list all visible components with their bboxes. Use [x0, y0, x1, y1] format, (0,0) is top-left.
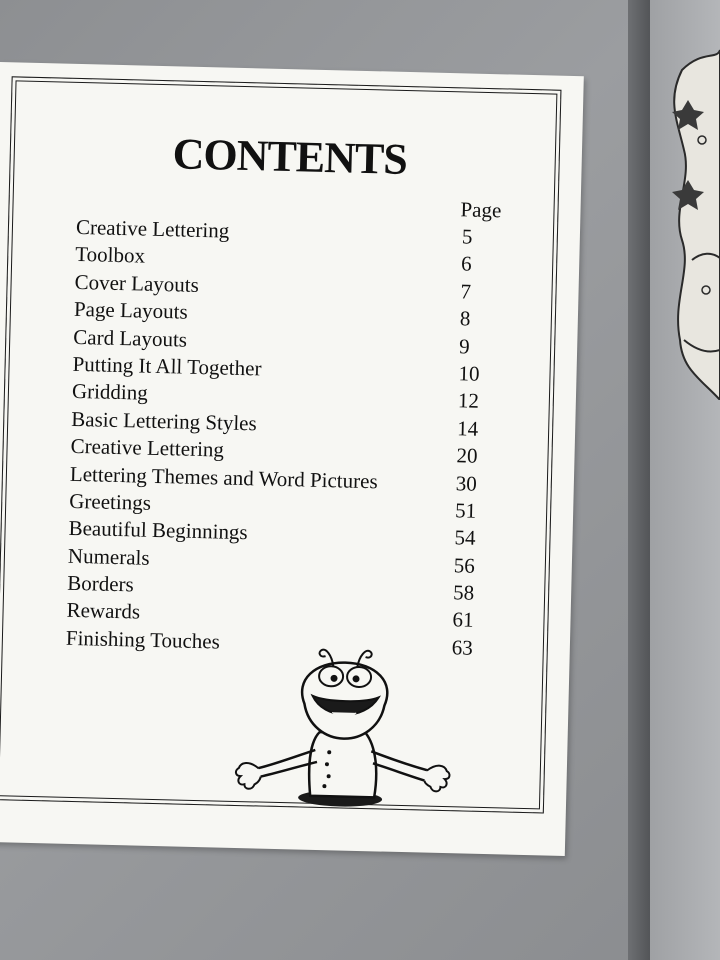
toc-entry-page: 51 [454, 498, 477, 523]
toc-entry-title: Lettering Themes and Word Pictures [69, 461, 378, 493]
toc-entry-page: 20 [456, 443, 478, 468]
page-title: CONTENTS [172, 129, 408, 184]
toc-entry-title: Numerals [67, 543, 150, 570]
toc-entry-page: 63 [451, 635, 474, 660]
toc-entry-page: 8 [459, 306, 471, 331]
page-column-header: Page [460, 197, 502, 223]
toc-entry-title: Cover Layouts [74, 269, 200, 297]
toc-entry-title: Basic Lettering Styles [71, 406, 258, 436]
toc-entry-page: 5 [461, 224, 473, 249]
toc-entry-page: 14 [456, 416, 479, 441]
toc-entry-title: Borders [67, 570, 135, 597]
toc-list [66, 214, 497, 662]
frog-cartoon-icon [232, 638, 456, 813]
toc-entry-title: Page Layouts [73, 297, 188, 324]
toc-entry-page: 7 [460, 279, 472, 304]
toc-entry-page: 10 [458, 361, 480, 386]
toc-entry-title: Creative Lettering [70, 433, 225, 462]
toc-entry-page: 58 [452, 580, 475, 605]
toc-entry-title: Creative Lettering [75, 214, 230, 243]
toc-entry-title: Gridding [71, 379, 149, 406]
toc-entry-page: 30 [455, 470, 478, 496]
toc-entry-page: 56 [453, 552, 476, 578]
toc-entry-title: Greetings [69, 488, 152, 515]
toc-entry-title: Rewards [66, 598, 141, 625]
toc-entry-page: 12 [457, 388, 480, 414]
ornament-icon [662, 40, 720, 400]
toc-entry-title: Beautiful Beginnings [68, 516, 248, 545]
toc-entry-page: 61 [452, 607, 474, 633]
toc-entry-title: Putting It All Together [72, 351, 262, 381]
contents-page [0, 62, 584, 856]
toc-entry-page: 9 [458, 333, 470, 359]
toc-entry-title: Card Layouts [73, 324, 188, 352]
toc-entry-title: Toolbox [75, 242, 146, 268]
toc-entry-title: Finishing Touches [65, 625, 221, 654]
toc-entry-page: 6 [460, 251, 472, 276]
toc-entry-page: 54 [454, 525, 476, 551]
